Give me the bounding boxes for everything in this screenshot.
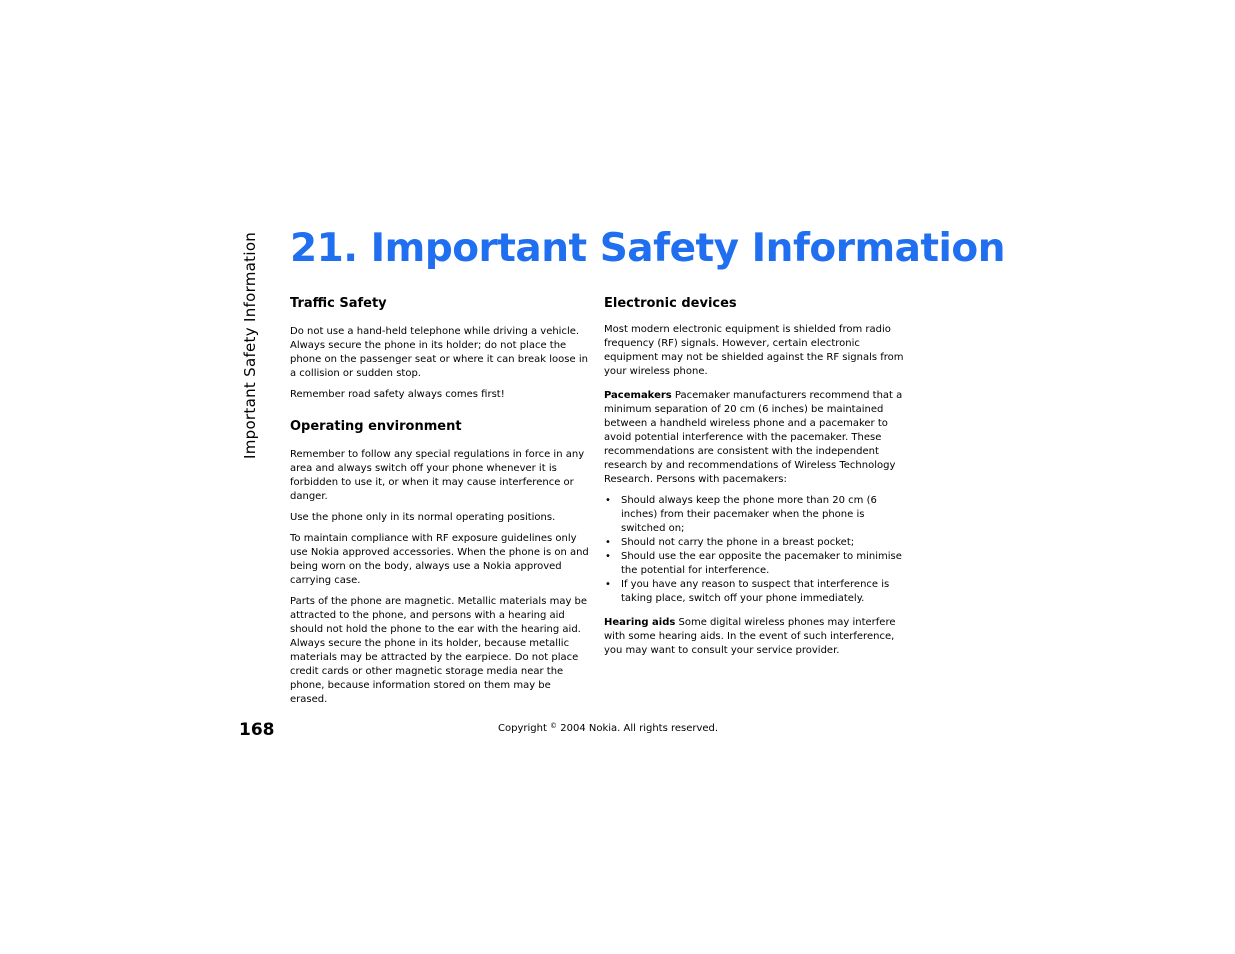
electronic-devices-heading: Electronic devices bbox=[604, 296, 737, 311]
running-header-vertical: Important Safety Information bbox=[241, 231, 259, 459]
pacemakers-run-in-heading: Pacemakers bbox=[604, 390, 672, 401]
pacemakers-text: Pacemaker manufacturers recommend that a minimum separation of 20 cm (6 inches) be maintained between a handheld wireless phone and a pacemaker to avoid potential interference with the pacemaker. These recommendations are consistent with the independent research by and recommendations of Wireless Technology Research. Persons with pacemakers: bbox=[604, 390, 903, 485]
rf-shielding-paragraph: Most modern electronic equipment is shielded from radio frequency (RF) signals. However, certain electronic equipment may not be shielded against the RF signals from your wireless phone. bbox=[604, 324, 904, 377]
pacemakers-paragraph bbox=[604, 389, 904, 487]
copyright-notice bbox=[498, 722, 718, 734]
list-item: • Should always keep the phone more than 20 cm (6 inches) from their pacemaker when the phone is switched on; bbox=[604, 494, 904, 536]
list-item: • If you have any reason to suspect that interference is taking place, switch off your phone immediately. bbox=[604, 578, 904, 606]
page-number: 168 bbox=[239, 720, 275, 740]
magnetic-parts-paragraph: Parts of the phone are magnetic. Metallic materials may be attracted to the phone, and persons with a hearing aid should not hold the phone to the ear with the hearing aid. Always secure the phone in its holder, because metallic materials may be attracted by the earpiece. Do not place credit cards or other magnetic storage media near the phone, because information stored on them may be erased. bbox=[290, 596, 588, 705]
copyright-rest: 2004 Nokia. All rights reserved. bbox=[557, 723, 719, 734]
road-safety-paragraph: Remember road safety always comes first! bbox=[290, 389, 505, 400]
traffic-safety-heading: Traffic Safety bbox=[290, 296, 387, 311]
hearing-aids-run-in-heading: Hearing aids bbox=[604, 617, 676, 628]
chapter-title: 21. Important Safety Information bbox=[290, 226, 1005, 271]
regulations-paragraph: Remember to follow any special regulations in force in any area and always switch off your phone whenever it is forbidden to use it, or when it may cause interference or danger. bbox=[290, 449, 585, 502]
operating-environment-heading: Operating environment bbox=[290, 419, 462, 434]
list-item: • Should not carry the phone in a breast pocket; bbox=[604, 536, 904, 550]
copyright-prefix: Copyright bbox=[498, 723, 551, 734]
traffic-safety-paragraph: Do not use a hand-held telephone while driving a vehicle. Always secure the phone in its holder; do not place the phone on the passenger seat or where it can break loose in a collision or sudden stop. bbox=[290, 326, 588, 379]
operating-positions-paragraph: Use the phone only in its normal operating positions. bbox=[290, 512, 556, 523]
list-item: • Should use the ear opposite the pacemaker to minimise the potential for interference. bbox=[604, 550, 904, 578]
rf-exposure-paragraph: To maintain compliance with RF exposure guidelines only use Nokia approved accessories. When the phone is on and being worn on the body, always use a Nokia approved carrying case. bbox=[290, 533, 589, 586]
hearing-aids-text: Some digital wireless phones may interfere with some hearing aids. In the event of such interference, you may want to consult your service provider. bbox=[604, 617, 896, 656]
hearing-aids-paragraph bbox=[604, 616, 904, 658]
left-column bbox=[290, 296, 590, 714]
copyright-symbol: © bbox=[550, 722, 558, 730]
pacemaker-bullet-list bbox=[604, 494, 904, 606]
right-column bbox=[604, 296, 904, 665]
